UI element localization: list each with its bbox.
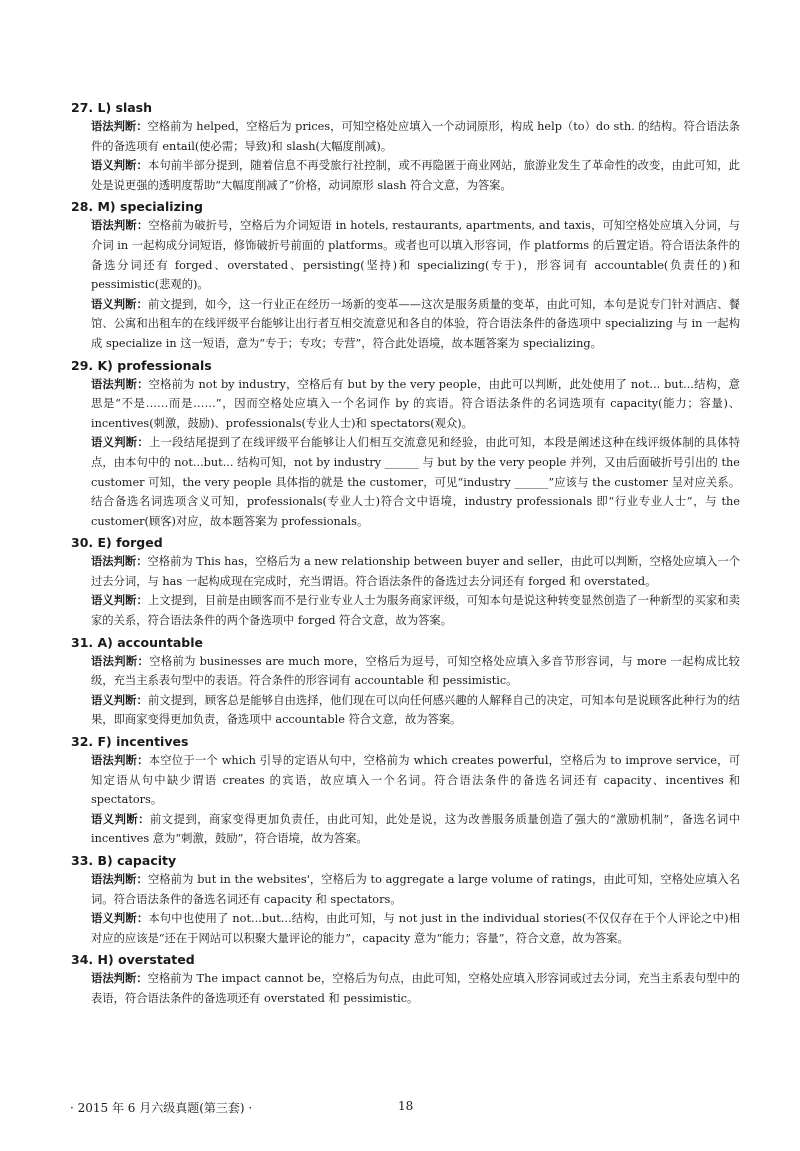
answer-item-31 xyxy=(71,633,740,730)
answer-item-30 xyxy=(71,533,741,630)
grammar-judgment xyxy=(91,652,740,691)
section-text: 空格前为 but in the websites'，空格后为 to aggregate a large volume of ratings，由此可知，空格处应填入名词。符合语法条件的备选名词还有 capacity 和 spectators。 xyxy=(91,873,740,906)
answer-heading: 29. K) professionals xyxy=(71,357,212,373)
semantic-judgment xyxy=(91,691,740,730)
page-number: 18 xyxy=(398,1099,414,1113)
section-text: 空格前为 This has，空格后为 a new relationship between buyer and seller，由此可以判断，空格处应填入一个过去分词，与 has 一起构成现在完成时，充当谓语。符合语法条件的备选过去分词还有 forged 和 overstated。 xyxy=(91,555,741,588)
grammar-judgment xyxy=(91,216,740,294)
answer-heading: 31. A) accountable xyxy=(71,634,203,650)
semantic-judgment xyxy=(91,295,740,354)
section-text: 前文提到，顾客总是能够自由选择，他们现在可以向任何感兴趣的人解释自己的决定，可知本句是说顾客此种行为的结果，即商家变得更加负责，备选项中 accountable 符合文意，故为答案。 xyxy=(91,693,740,727)
section-text: 空格前为 businesses are much more，空格后为逗号，可知空格处应填入多音节形容词，与 more 一起构成比较级，充当主系表句型中的表语。符合条件的形容词有 accountable 和 pessimistic。 xyxy=(91,654,740,688)
answer-item-29 xyxy=(71,356,740,532)
semantic-judgment xyxy=(91,156,740,195)
answer-item-34 xyxy=(71,950,740,1008)
answer-heading: 33. B) capacity xyxy=(71,853,177,868)
section-text: 空格前为 not by industry，空格后有 but by the very people，由此可以判断，此处使用了 not... but...结构，意思是“不是……而是……”，因而空格处应填入一个名词作 by 的宾语。符合语法条件的名词选项有 capacity(能力；容量)、incentives(刺激，鼓励)、professionals(专业人士)和 spectators(观众)。 xyxy=(91,377,740,430)
answer-heading: 28. M) specializing xyxy=(71,199,203,215)
answer-heading: 34. H) overstated xyxy=(71,952,195,968)
grammar-judgment xyxy=(91,969,740,1008)
section-label: 语义判断： xyxy=(91,912,149,926)
section-text: 本句前半部分提到，随着信息不再受旅行社控制，或不再隐匿于商业网站，旅游业发生了革命性的改变，由此可知，此处是说更强的透明度帮助“大幅度削减了”价格，动词原形 slash 符合文意，为答案。 xyxy=(91,159,740,192)
section-text: 上一段结尾提到了在线评级平台能够让人们相互交流意见和经验，由此可知，本段是阐述这种在线评级体制的具体特点，由本句中的 not...but... 结构可知，not by industry ______ 与 but by the very people 并列，又由后面破折号引出的 the customer 可知，the very people 具体指的就是 the customer，可见“industry ______”应该与 the customer 呈对应关系。结合备选名词选项含义可知，professionals(专业人士)符合文中语境，industry professionals 即“行业专业人士”，与 the customer(顾客)对应，故本题答案为 professionals。 xyxy=(91,436,740,528)
semantic-judgment xyxy=(91,909,740,948)
section-label: 语法判断： xyxy=(91,219,149,233)
section-text: 空格前为破折号，空格后为介词短语 in hotels, restaurants, apartments, and taxis，可知空格处应填入分词，与介词 in 一起构成分词短语，修饰破折号前面的 platforms。或者也可以填入形容词，作 platforms 的后置定语。符合语法条件的备选分词还有 forged、overstated、persisting(坚持)和 specializing(专于)，形容词有 accountable(负责任的)和 pessimistic(悲观的)。 xyxy=(91,219,740,292)
section-label: 语法判断： xyxy=(91,972,148,986)
section-text: 上文提到，目前是由顾客而不是行业专业人士为服务商家评级，可知本句是说这种转变显然创造了一种新型的买家和卖家的关系，符合语法条件的两个备选项中 forged 符合文意，故为答案。 xyxy=(91,594,740,628)
section-label: 语法判断： xyxy=(91,120,148,133)
answer-item-32 xyxy=(71,732,740,849)
grammar-judgment xyxy=(91,117,740,156)
answer-heading: 32. F) incentives xyxy=(71,734,189,750)
grammar-judgment xyxy=(91,552,740,591)
answer-item-33 xyxy=(71,851,740,948)
answer-heading: 27. L) slash xyxy=(71,100,153,115)
grammar-judgment xyxy=(91,870,740,909)
answer-explanations xyxy=(71,98,741,1011)
semantic-judgment xyxy=(91,433,740,531)
section-text: 前文提到，如今，这一行业正在经历一场新的变革——这次是服务质量的变革，由此可知，本句是说专门针对酒店、餐馆、公寓和出租车的在线评级平台能够让出行者互相交流意见和各自的体验，符合语法条件的备选项中 specializing 与 in 一起构成 specialize in 这一短语，意为“专于；专攻；专营”，符合此处语境，故本题答案为 specializing。 xyxy=(91,297,740,350)
footer-source: · 2015 年 6 月六级真题(第三套) · xyxy=(70,1101,253,1115)
answer-item-28 xyxy=(71,197,740,353)
section-label: 语法判断： xyxy=(91,654,150,668)
section-label: 语法判断： xyxy=(91,873,148,886)
section-label: 语法判断： xyxy=(91,377,149,391)
grammar-judgment xyxy=(91,751,740,810)
section-label: 语义判断： xyxy=(91,297,148,311)
section-label: 语法判断： xyxy=(91,555,148,569)
section-text: 本句中也使用了 not...but...结构，由此可知，与 not just in the individual stories(不仅仅存在于个人评论之中)相对应的应该是“还在于网站可以积聚大量评论的能力”，capacity 意为“能力；容量”，符合文意，故为答案。 xyxy=(91,912,740,945)
answer-item-27 xyxy=(71,98,740,195)
section-label: 语义判断： xyxy=(91,159,148,173)
section-label: 语义判断： xyxy=(91,693,148,707)
section-label: 语义判断： xyxy=(91,436,149,450)
section-label: 语义判断： xyxy=(91,812,150,826)
section-label: 语法判断： xyxy=(91,754,149,768)
section-text: 前文提到，商家变得更加负责任，由此可知，此处是说，这为改善服务质量创造了强大的“激励机制”，备选名词中 incentives 意为“刺激，鼓励”，符合语境，故为答案。 xyxy=(91,812,740,846)
section-text: 本空位于一个 which 引导的定语从句中，空格前为 which creates powerful，空格后为 to improve service，可知定语从句中缺少谓语 creates 的宾语，故应填入一个名词。符合语法条件的备选名词还有 capacity、incentives 和 spectators。 xyxy=(91,754,740,807)
semantic-judgment xyxy=(91,810,740,849)
semantic-judgment xyxy=(91,591,740,630)
grammar-judgment xyxy=(91,375,740,434)
section-label: 语义判断： xyxy=(91,594,148,608)
section-text: 空格前为 helped，空格后为 prices，可知空格处应填入一个动词原形，构成 help（to）do sth. 的结构。符合语法条件的备选项有 entail(使必需；导致)和 slash(大幅度削减)。 xyxy=(91,120,740,153)
answer-heading: 30. E) forged xyxy=(71,535,163,551)
section-text: 空格前为 The impact cannot be，空格后为句点，由此可知，空格处应填入形容词或过去分词，充当主系表句型中的表语，符合语法条件的备选项还有 overstated 和 pessimistic。 xyxy=(91,972,740,1005)
